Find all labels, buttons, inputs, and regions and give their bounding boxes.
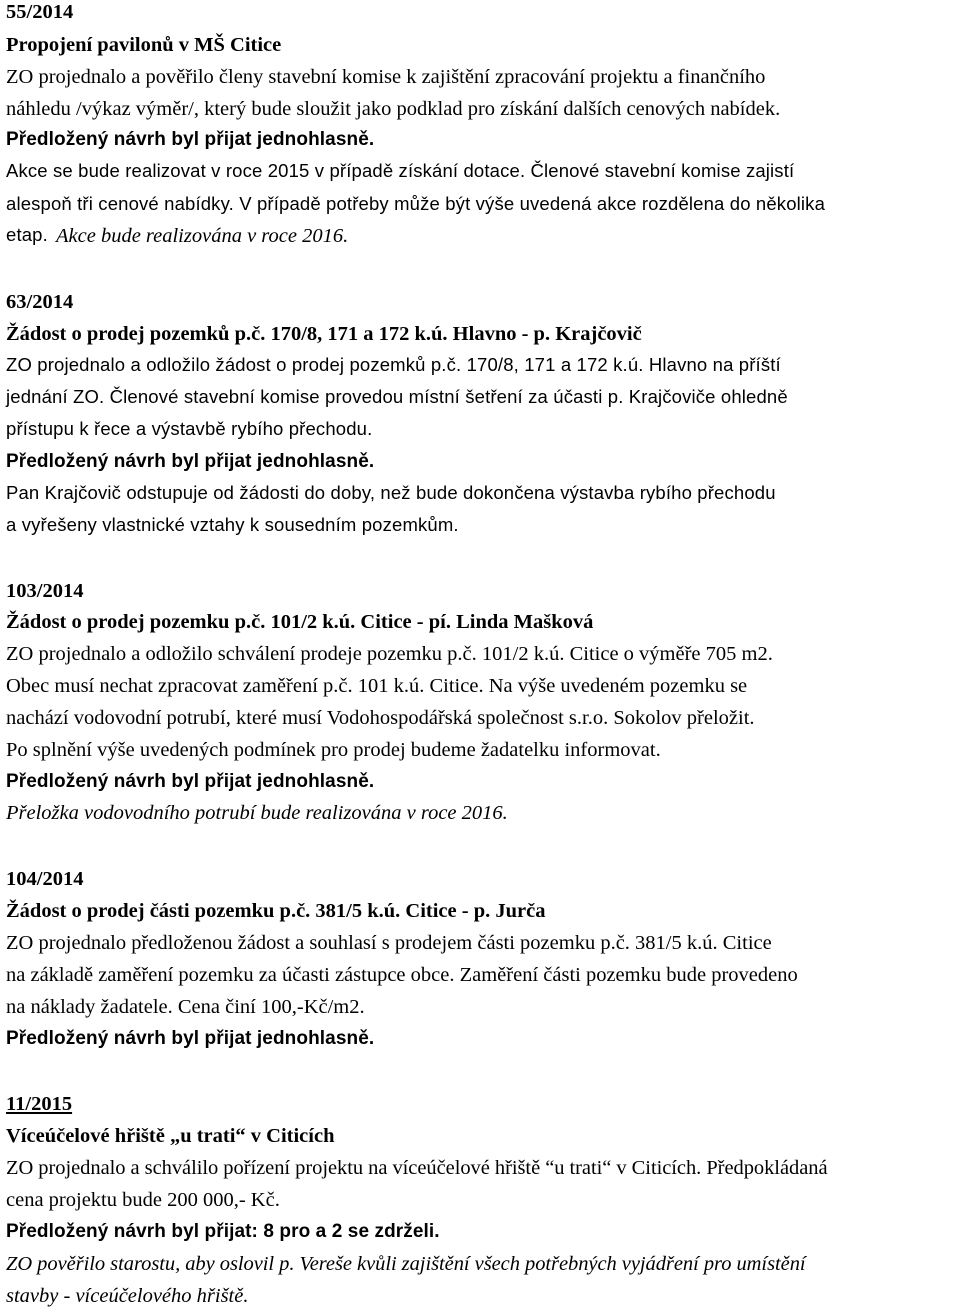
section-title: Žádost o prodej části pozemku p.č. 381/5 k.ú. Citice - p. Jurča <box>6 900 546 922</box>
section-title: Žádost o prodej pozemku p.č. 101/2 k.ú. Citice - pí. Linda Mašková <box>6 611 594 633</box>
body-line: nachází vodovodní potrubí, které musí Vodohospodářská společnost s.r.o. Sokolov přeložit. <box>6 707 755 729</box>
note-line: Akce bude realizována v roce 2016. <box>56 225 349 247</box>
body-line: přístupu k řece a výstavbě rybího přechodu. <box>6 418 373 439</box>
note-line: stavby - víceúčelového hřiště. <box>6 1285 249 1307</box>
body-line: Pan Krajčovič odstupuje od žádosti do doby, než bude dokončena výstavba rybího přechodu <box>6 482 776 503</box>
section-number: 103/2014 <box>6 580 84 602</box>
body-line: Po splnění výše uvedených podmínek pro prodej budeme žadatelku informovat. <box>6 739 661 761</box>
resolution-line: Předložený návrh byl přijat jednohlasně. <box>6 451 375 472</box>
section-title: Víceúčelové hřiště „u trati“ v Citicích <box>6 1125 335 1147</box>
body-line: jednání ZO. Členové stavební komise provedou místní šetření za účasti p. Krajčoviče ohledně <box>6 386 788 407</box>
resolution-line: Předložený návrh byl přijat jednohlasně. <box>6 771 375 792</box>
body-line: Akce se bude realizovat v roce 2015 v případě získání dotace. Členové stavební komise zajistí <box>6 160 795 181</box>
resolution-line: Předložený návrh byl přijat jednohlasně. <box>6 129 375 150</box>
body-line: ZO projednalo a odložilo žádost o prodej pozemků p.č. 170/8, 171 a 172 k.ú. Hlavno na příští <box>6 354 781 375</box>
body-line: ZO projednalo a schválilo pořízení projektu na víceúčelové hřiště “u trati“ v Citicích. Předpokládaná <box>6 1157 828 1179</box>
section-number: 63/2014 <box>6 291 74 313</box>
body-line: na náklady žadatele. Cena činí 100,-Kč/m2. <box>6 996 365 1018</box>
body-line: ZO projednalo a pověřilo členy stavební komise k zajištění zpracování projektu a finančního <box>6 66 766 88</box>
section-number: 104/2014 <box>6 868 84 890</box>
body-line: etap. <box>6 224 48 245</box>
resolution-line: Předložený návrh byl přijat: 8 pro a 2 se zdrželi. <box>6 1221 440 1242</box>
note-line: Přeložka vodovodního potrubí bude realizována v roce 2016. <box>6 802 508 824</box>
section-number: 11/2015 <box>6 1093 73 1115</box>
body-line: cena projektu bude 200 000,- Kč. <box>6 1189 280 1211</box>
section-number: 55/2014 <box>6 1 74 23</box>
body-line: a vyřešeny vlastnické vztahy k sousedním pozemkům. <box>6 514 459 535</box>
body-line: ZO projednalo a odložilo schválení prodeje pozemku p.č. 101/2 k.ú. Citice o výměře 705 m2. <box>6 643 773 665</box>
section-title: Žádost o prodej pozemků p.č. 170/8, 171 a 172 k.ú. Hlavno - p. Krajčovič <box>6 323 642 345</box>
section-title: Propojení pavilonů v MŠ Citice <box>6 34 282 56</box>
body-line: alespoň tři cenové nabídky. V případě potřeby může být výše uvedená akce rozdělena do několika <box>6 193 826 214</box>
note-line: ZO pověřilo starostu, aby oslovil p. Vereše kvůli zajištění všech potřebných vyjádření pro umístění <box>6 1253 806 1275</box>
body-line: ZO projednalo předloženou žádost a souhlasí s prodejem části pozemku p.č. 381/5 k.ú. Citice <box>6 932 772 954</box>
body-line: náhledu /výkaz výměr/, který bude sloužit jako podklad pro získání dalších cenových nabídek. <box>6 98 781 120</box>
resolution-line: Předložený návrh byl přijat jednohlasně. <box>6 1028 375 1049</box>
body-line: na základě zaměření pozemku za účasti zástupce obce. Zaměření části pozemku bude provedeno <box>6 964 798 986</box>
body-line: Obec musí nechat zpracovat zaměření p.č. 101 k.ú. Citice. Na výše uvedeném pozemku se <box>6 675 748 697</box>
